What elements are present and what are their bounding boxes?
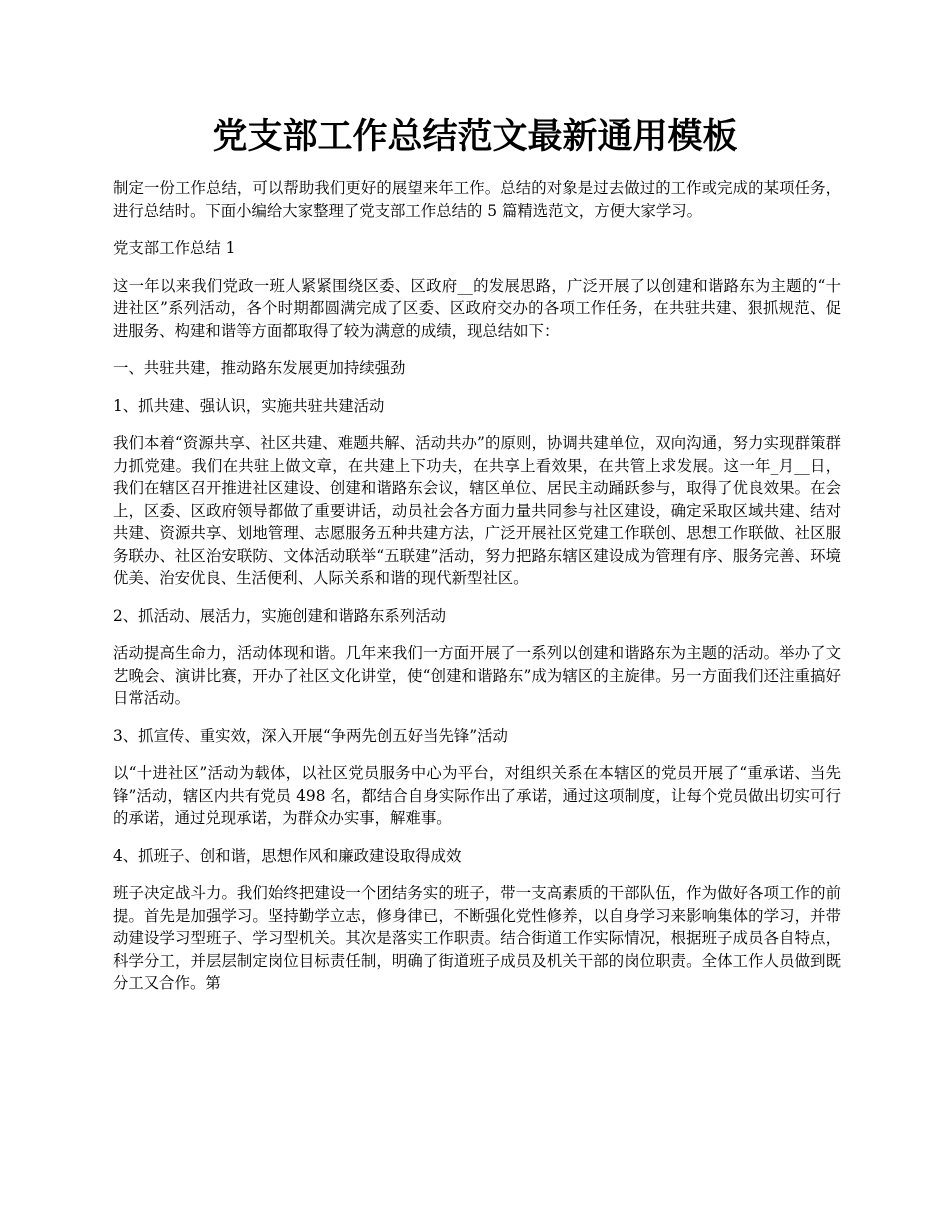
subsection-heading: 3、抓宣传、重实效，深入开展“争两先创五好当先锋”活动 (113, 726, 508, 745)
body-paragraph: 以“十进社区”活动为载体，以社区党员服务中心为平台，对组织关系在本辖区的党员开展了“重承诺、当先锋”活动，辖区内共有党员 498 名，都结合自身实际作出了承诺，通过这项制度，让每个党员做出切实可行的承诺，通过兑现承诺，为群众办实事，解难事。 (113, 764, 841, 827)
intro-paragraph: 制定一份工作总结，可以帮助我们更好的展望来年工作。总结的对象是过去做过的工作或完成的某项任务，进行总结时。下面小编给大家整理了党支部工作总结的 5 篇精选范文，方便大家学习。 (113, 179, 841, 220)
document-body (113, 177, 841, 1010)
section-heading: 党支部工作总结 1 (113, 239, 236, 257)
body-paragraph: 班子决定战斗力。我们始终把建设一个团结务实的班子，带一支高素质的干部队伍，作为做好各项工作的前提。首先是加强学习。坚持勤学立志，修身律已，不断强化党性修养，以自身学习来影响集体的学习，并带动建设学习型班子、学习型机关。其次是落实工作职责。结合街道工作实际情况，根据班子成员各自特点，科学分工，并层层制定岗位目标责任制，明确了街道班子成员及机关干部的岗位职责。全体工作人员做到既分工又合作。第 (113, 884, 841, 992)
subsection-heading: 2、抓活动、展活力，实施创建和谐路东系列活动 (113, 606, 446, 625)
subsection-heading: 4、抓班子、创和谐，思想作风和廉政建设取得成效 (113, 846, 462, 865)
section-heading: 一、共驻共建，推动路东发展更加持续强劲 (113, 359, 406, 377)
body-paragraph: 活动提高生命力，活动体现和谐。几年来我们一方面开展了一系列以创建和谐路东为主题的活动。举办了文艺晚会、演讲比赛，开办了社区文化讲堂，使“创建和谐路东”成为辖区的主旋律。另一方面我们还注重搞好日常活动。 (113, 644, 841, 707)
body-paragraph: 这一年以来我们党政一班人紧紧围绕区委、区政府__的发展思路，广泛开展了以创建和谐路东为主题的“十进社区”系列活动，各个时期都圆满完成了区委、区政府交办的各项工作任务，在共驻共建、狠抓规范、促进服务、构建和谐等方面都取得了较为满意的成绩，现总结如下： (113, 276, 841, 340)
document-title: 党支部工作总结范文最新通用模板 (212, 117, 738, 157)
body-paragraph: 我们本着“资源共享、社区共建、难题共解、活动共办”的原则，协调共建单位，双向沟通，努力实现群策群力抓党建。我们在共驻上做文章，在共建上下功夫，在共享上看效果，在共管上求发展。这一年_月__日，我们在辖区召开推进社区建设、创建和谐路东会议，辖区单位、居民主动踊跃参与，取得了优良效果。在会上，区委、区政府领导都做了重要讲话，动员社会各方面力量共同参与社区建设，确定采取区域共建、结对共建、资源共享、划地管理、志愿服务五种共建方法，广泛开展社区党建工作联创、思想工作联做、社区服务联办、社区治安联防、文体活动联举“五联建”活动，努力把路东辖区建设成为管理有序、服务完善、环境优美、治安优良、生活便利、人际关系和谐的现代新型社区。 (113, 434, 841, 587)
subsection-heading: 1、抓共建、强认识，实施共驻共建活动 (113, 396, 385, 415)
